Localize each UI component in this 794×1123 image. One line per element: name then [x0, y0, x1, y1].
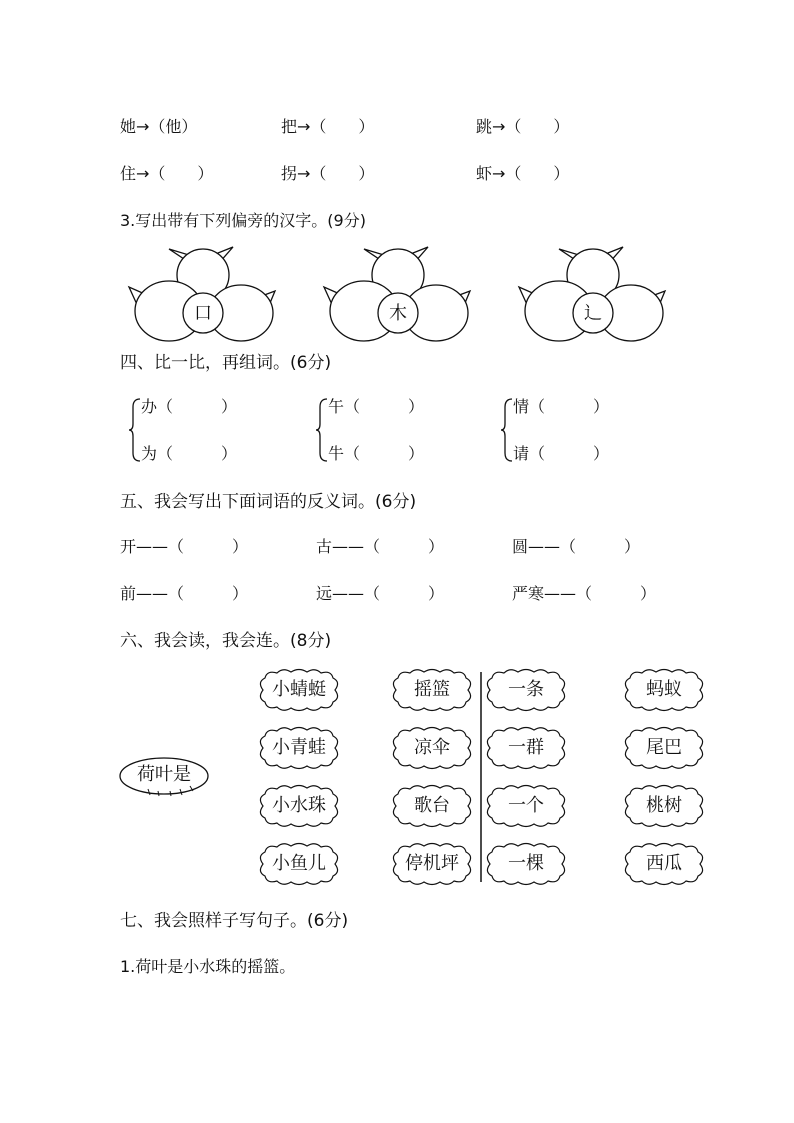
- cloud-word: 凉伞: [414, 737, 450, 758]
- cloud-word: 小蜻蜓: [272, 679, 326, 700]
- section6-title: 六、我会读，我会连。(8分): [120, 631, 332, 651]
- radical-label: 口: [194, 303, 212, 324]
- s4-g1-bottom: 为（ ）: [141, 444, 238, 463]
- s2-r2c2: 拐→（ ）: [281, 164, 375, 183]
- cloud-word: 小青蛙: [272, 737, 326, 758]
- cloud-word: 尾巴: [646, 737, 682, 758]
- s5-r2c2: 远——（ ）: [316, 584, 445, 603]
- cloud-word: 一棵: [508, 853, 544, 874]
- s5-r1c3: 圆——（ ）: [512, 537, 641, 556]
- s5-r2c1: 前——（ ）: [120, 584, 249, 603]
- section3-title: 3.写出带有下列偏旁的汉字。(9分): [120, 211, 366, 230]
- s2-r1c2: 把→（ ）: [281, 117, 375, 136]
- radical-label: 辶: [584, 303, 602, 324]
- brace-3: [500, 397, 514, 463]
- s2-r2c1: 住→（ ）: [120, 164, 214, 183]
- cloud-col4: [620, 668, 710, 908]
- cloud-col3: [482, 668, 572, 908]
- cloud-word: 西瓜: [646, 853, 682, 874]
- brace-1: [128, 397, 142, 463]
- section5-title: 五、我会写出下面词语的反义词。(6分): [120, 492, 417, 512]
- brace-2: [315, 397, 329, 463]
- cloud-word: 蚂蚁: [646, 679, 682, 700]
- cloud-word: 停机坪: [405, 853, 459, 874]
- cloud-word: 小鱼儿: [272, 853, 326, 874]
- s4-g1-top: 办（ ）: [141, 397, 238, 416]
- cloud-word: 歌台: [414, 795, 450, 816]
- cloud-word: 小水珠: [272, 795, 326, 816]
- fruit-diagram-1: [125, 243, 285, 343]
- s5-r1c2: 古——（ ）: [316, 537, 445, 556]
- section7-title: 七、我会照样子写句子。(6分): [120, 911, 349, 931]
- section4-title: 四、比一比，再组词。(6分): [120, 353, 332, 373]
- cloud-word: 一条: [508, 679, 544, 700]
- fruit-diagram-2: [320, 243, 480, 343]
- center-label: 荷叶是: [137, 764, 191, 785]
- cloud-col2: [388, 668, 478, 908]
- cloud-col1: [255, 668, 345, 908]
- s4-g3-top: 情（ ）: [513, 397, 610, 416]
- s4-g2-bottom: 牛（ ）: [328, 444, 425, 463]
- center-ellipse: [118, 755, 210, 797]
- cloud-word: 一个: [508, 795, 544, 816]
- section7-example: 1.荷叶是小水珠的摇篮。: [120, 957, 296, 976]
- s4-g3-bottom: 请（ ）: [513, 444, 610, 463]
- s4-g2-top: 午（ ）: [328, 397, 425, 416]
- s5-r1c1: 开——（ ）: [120, 537, 249, 556]
- fruit-diagram-3: [515, 243, 675, 343]
- s2-r1c1: 她→（他）: [120, 117, 198, 136]
- cloud-word: 桃树: [646, 795, 682, 816]
- s2-r1c3: 跳→（ ）: [476, 117, 570, 136]
- s5-r2c3: 严寒——（ ）: [512, 584, 657, 603]
- cloud-word: 一群: [508, 737, 544, 758]
- cloud-word: 摇篮: [414, 679, 450, 700]
- radical-label: 木: [389, 303, 407, 324]
- s2-r2c3: 虾→（ ）: [476, 164, 570, 183]
